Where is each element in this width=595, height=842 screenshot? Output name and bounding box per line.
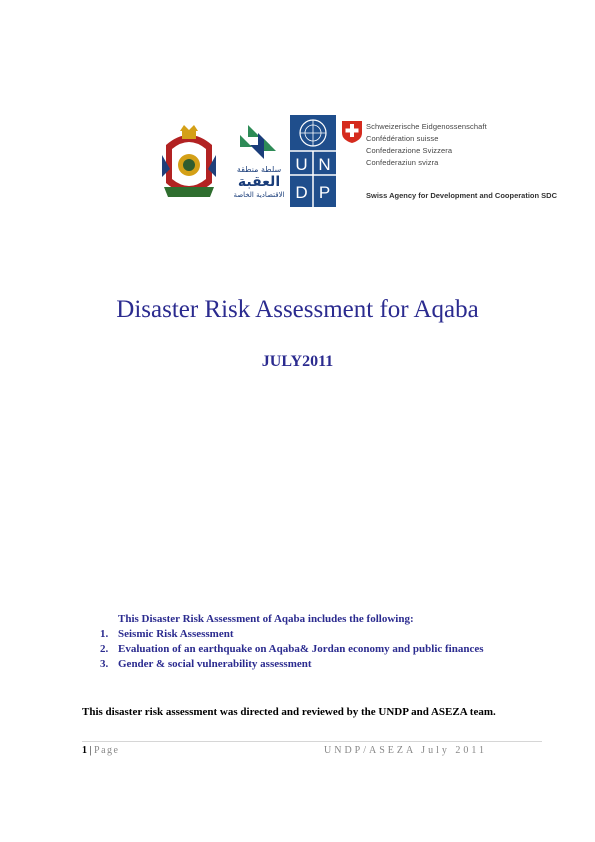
list-item [100, 642, 570, 657]
list-item-number: 3. [100, 658, 109, 670]
list-item [100, 627, 570, 642]
undp-letter-p: P [318, 183, 331, 202]
list-item [100, 657, 570, 672]
footer-divider [82, 741, 542, 742]
logo-banner [0, 113, 595, 213]
footer-running-text: UNDP/ASEZA July 2011 [324, 745, 487, 756]
swiss-line-3: Confederazione Svizzera [366, 146, 453, 155]
undp-letter-d: D [295, 183, 308, 202]
list-item-text: Evaluation of an earthquake on Aqaba& Jordan economy and public finances [118, 643, 484, 655]
aseza-arabic-line3: الاقتصادية الخاصة [233, 191, 285, 199]
swiss-line-4: Confederaziun svizra [366, 158, 439, 167]
undp-logo [290, 115, 336, 207]
contents-section [100, 612, 570, 672]
footer-page-indicator [82, 745, 119, 756]
list-item-text: Gender & social vulnerability assessment [118, 658, 312, 670]
page-label: Page [94, 745, 120, 756]
aseza-arabic-line2: العقبة [237, 174, 281, 190]
document-title: Disaster Risk Assessment for Aqaba [116, 296, 479, 323]
aseza-arabic-line1: سلطة منطقة [236, 165, 282, 174]
document-date: JULY2011 [261, 353, 334, 370]
undp-letter-n: N [318, 155, 331, 174]
footer-separator: | [87, 745, 95, 756]
jordan-coat-of-arms-logo [160, 125, 218, 205]
contents-intro: This Disaster Risk Assessment of Aqaba includes the following: [118, 613, 414, 625]
list-item-number: 2. [100, 643, 109, 655]
directed-by-note: This disaster risk assessment was directed and reviewed by the UNDP and ASEZA team. [82, 706, 496, 718]
undp-letter-u: U [295, 155, 308, 174]
swiss-sdc-logo [340, 119, 558, 209]
contents-list [100, 627, 570, 672]
swiss-shield-icon [342, 121, 362, 143]
page-number: 1 [82, 745, 87, 756]
list-item-text: Seismic Risk Assessment [118, 628, 234, 640]
swiss-agency-name: Swiss Agency for Development and Cooperation SDC [366, 191, 558, 200]
list-item-number: 1. [100, 628, 109, 640]
swiss-line-2: Confédération suisse [366, 134, 439, 143]
aseza-logo [230, 121, 288, 209]
swiss-line-1: Schweizerische Eidgenossenschaft [366, 122, 487, 131]
